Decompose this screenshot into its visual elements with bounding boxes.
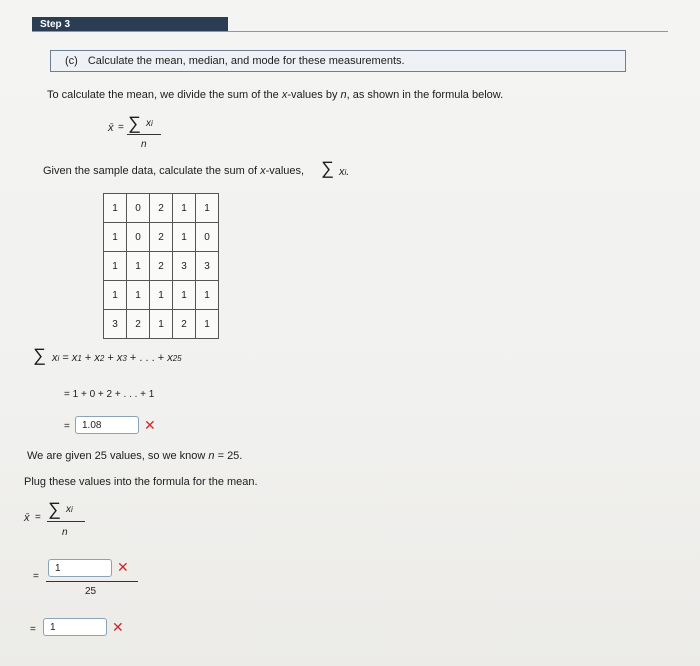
table-cell: 0 <box>127 223 150 252</box>
formula-numerator: xi <box>66 504 73 515</box>
xbar-symbol: x̄ <box>108 122 114 134</box>
table-cell: 2 <box>150 223 173 252</box>
table-cell: 1 <box>104 252 127 281</box>
mean-denominator: 25 <box>85 586 97 597</box>
table-cell: 1 <box>173 223 196 252</box>
table-cell: 1 <box>150 310 173 339</box>
sigma-icon: ∑ <box>48 499 61 519</box>
table-cell: 1 <box>150 281 173 310</box>
formula-denominator: n <box>62 527 68 538</box>
sigma-icon: ∑ <box>321 158 334 178</box>
table-cell: 1 <box>104 223 127 252</box>
table-cell: 1 <box>173 281 196 310</box>
mean-numerator-input[interactable]: 1 <box>48 559 112 577</box>
incorrect-icon: ✕ <box>117 559 129 575</box>
table-cell: 2 <box>150 252 173 281</box>
table-cell: 2 <box>127 310 150 339</box>
table-row <box>104 194 219 223</box>
plug-text: Plug these values into the formula for the mean. <box>24 476 258 488</box>
incorrect-icon: ✕ <box>144 417 156 433</box>
sum-answer-input[interactable]: 1.08 <box>75 416 139 434</box>
table-cell: 1 <box>196 281 219 310</box>
table-cell: 1 <box>104 194 127 223</box>
fraction-bar <box>46 581 138 582</box>
incorrect-icon: ✕ <box>112 619 124 635</box>
intro-text: To calculate the mean, we divide the sum of the x-values by n, as shown in the formula below. <box>47 89 504 101</box>
sum-values-text: = 1 + 0 + 2 + . . . + 1 <box>64 389 155 400</box>
sigma-icon: ∑ <box>33 345 46 365</box>
part-label: (c) <box>65 55 78 67</box>
step-divider <box>32 31 668 32</box>
table-row <box>104 223 219 252</box>
equals-sign: = <box>118 122 124 133</box>
sum-var: xi. <box>339 166 350 178</box>
xbar-symbol: x̄ <box>24 512 30 524</box>
fraction-bar <box>47 521 85 522</box>
given-text: Given the sample data, calculate the sum of x-values, <box>43 165 305 177</box>
equals-sign: = <box>35 512 41 523</box>
formula-numerator: xi <box>146 118 153 129</box>
data-table <box>103 193 219 339</box>
table-row <box>104 252 219 281</box>
table-cell: 1 <box>104 281 127 310</box>
table-cell: 0 <box>196 223 219 252</box>
equals-sign: = <box>64 421 70 432</box>
table-cell: 1 <box>196 310 219 339</box>
table-cell: 1 <box>196 194 219 223</box>
fraction-bar <box>127 134 161 135</box>
table-cell: 2 <box>150 194 173 223</box>
part-header <box>50 50 626 72</box>
mean-answer-input[interactable]: 1 <box>43 618 107 636</box>
sum-expansion-text: xi = x1 + x2 + x3 + . . . + x25 <box>52 352 182 364</box>
equals-sign: = <box>33 571 39 582</box>
table-cell: 3 <box>196 252 219 281</box>
table-cell: 1 <box>173 194 196 223</box>
step-header: Step 3 <box>32 17 228 32</box>
table-cell: 3 <box>104 310 127 339</box>
table-row <box>104 310 219 339</box>
formula-denominator: n <box>141 139 147 150</box>
table-cell: 3 <box>173 252 196 281</box>
part-text: Calculate the mean, median, and mode for these measurements. <box>87 55 405 67</box>
table-cell: 2 <box>173 310 196 339</box>
table-row <box>104 281 219 310</box>
given-n-text: We are given 25 values, so we know n = 25. <box>27 450 243 462</box>
table-cell: 1 <box>127 281 150 310</box>
sigma-icon: ∑ <box>128 113 141 133</box>
table-cell: 1 <box>127 252 150 281</box>
table-cell: 0 <box>127 194 150 223</box>
equals-sign: = <box>30 624 36 635</box>
